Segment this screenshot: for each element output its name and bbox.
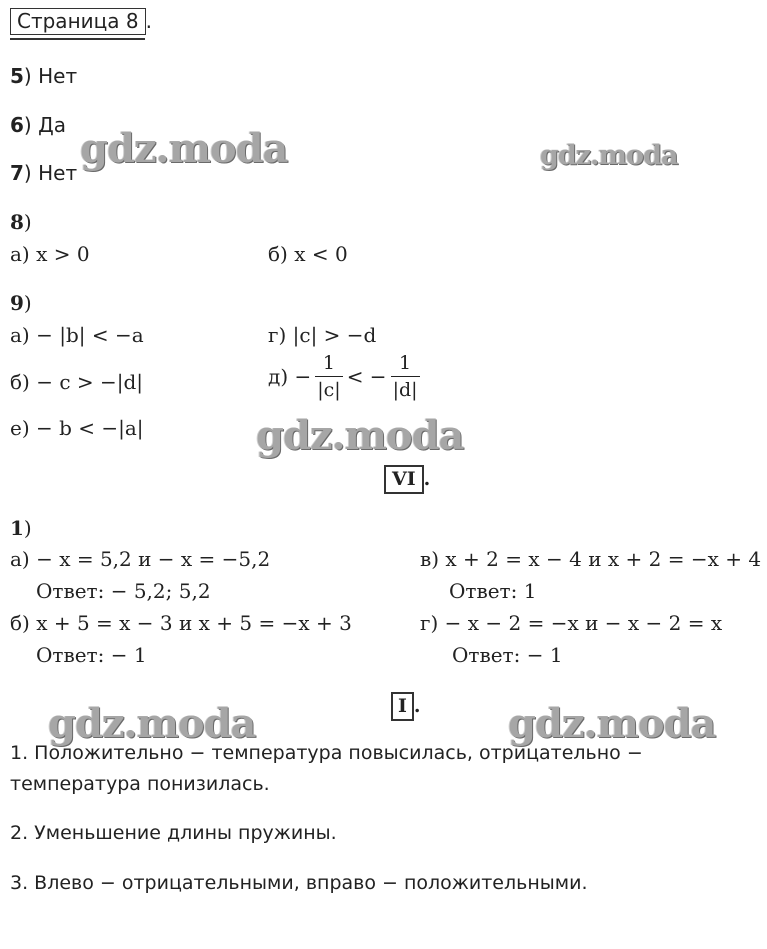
section-i-line-1b: температура понизилась. — [10, 773, 270, 795]
answer-vi-1a: а) − x = 5,2 и − x = −5,2 — [10, 547, 271, 571]
page-header: Страница 8 . — [10, 8, 152, 35]
section-i-line-3: 3. Влево − отрицательными, вправо − положительными. — [10, 872, 588, 894]
watermark: gdz.moda — [540, 140, 678, 171]
answer-5: 5) Нет — [10, 64, 78, 88]
watermark: gdz.moda — [80, 125, 288, 172]
section-i-label: I — [391, 692, 414, 721]
answer-9d: д) − $\frac{1}{|c|}$ < − $\frac{1}{|d|}$ — [268, 352, 418, 401]
answer-8a: а) x > 0 — [10, 242, 90, 266]
answer-7: 7) Нет — [10, 161, 78, 185]
header-underline — [10, 38, 145, 40]
answer-vi-1v: в) x + 2 = x − 4 и x + 2 = −x + 4 — [420, 547, 762, 571]
section-i-heading: I . — [391, 692, 421, 721]
answer-6: 6) Да — [10, 113, 66, 137]
answer-9e: е) − b < −|a| — [10, 416, 144, 440]
watermark: gdz.moda — [48, 700, 256, 747]
section-i-line-2: 2. Уменьшение длины пружины. — [10, 822, 337, 844]
answer-vi-1a-result: Ответ: − 5,2; 5,2 — [36, 579, 211, 603]
answer-vi-1v-result: Ответ: 1 — [449, 579, 537, 603]
answer-vi-1b-result: Ответ: − 1 — [36, 643, 147, 667]
section-i-line-1a: 1. Положительно − температура повысилась, отрицательно − — [10, 742, 643, 764]
fraction: $\frac{1}{|d|}$ — [392, 352, 418, 401]
answer-9a: а) − |b| < −a — [10, 323, 144, 347]
answer-9g: г) |c| > −d — [268, 323, 377, 347]
section-vi-label: VI — [384, 465, 424, 494]
answer-9b: б) − c > −|d| — [10, 370, 144, 394]
page-header-label: Страница 8 — [10, 8, 146, 35]
section-vi-heading: VI . — [384, 465, 430, 494]
fraction: $\frac{1}{|c|}$ — [317, 352, 341, 401]
watermark: gdz.moda — [256, 412, 464, 459]
answer-vi-1g: г) − x − 2 = −x и − x − 2 = x — [420, 611, 723, 635]
question-8-number: 8) — [10, 210, 32, 234]
question-9-number: 9) — [10, 291, 32, 315]
answer-8b: б) x < 0 — [268, 242, 348, 266]
watermark: gdz.moda — [508, 700, 716, 747]
question-vi-1-number: 1) — [10, 516, 32, 540]
answer-vi-1g-result: Ответ: − 1 — [452, 643, 563, 667]
answer-vi-1b: б) x + 5 = x − 3 и x + 5 = −x + 3 — [10, 611, 352, 635]
